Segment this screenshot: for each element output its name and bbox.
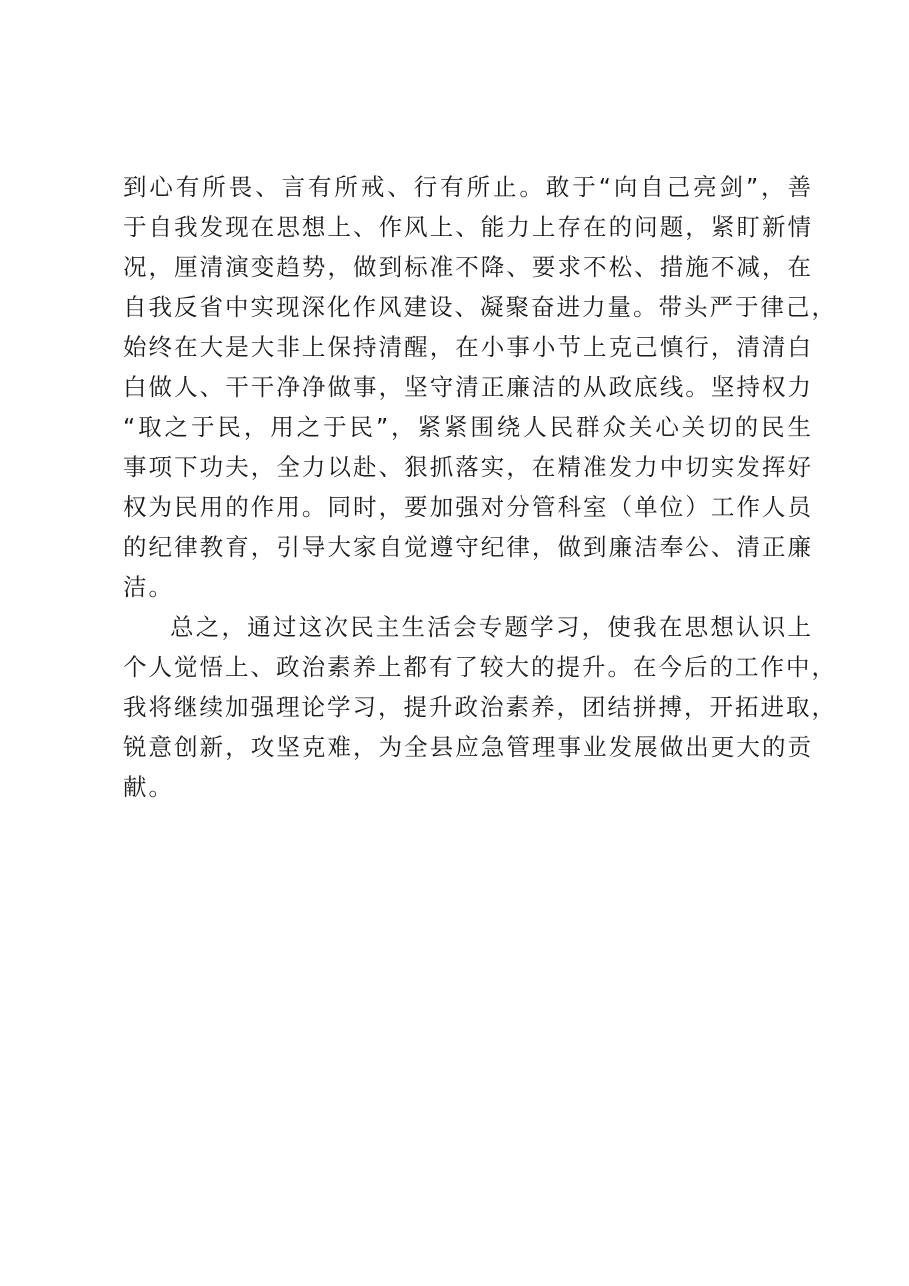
text-line: 自我反省中实现深化作风建设、凝聚奋进力量。带头严于律己， [123,293,837,321]
paragraph-1 [123,167,837,607]
text-line: 的纪律教育，引导大家自觉遵守纪律，做到廉洁奉公、清正廉 [123,533,813,561]
text-line: 到心有所畏、言有所戒、行有所止。敢于“向自己亮剑”，善 [123,173,813,201]
text-line: 洁。 [123,573,174,601]
text-line: 锐意创新，攻坚克难，为全县应急管理事业发展做出更大的贡 [123,733,813,761]
text-line: 事项下功夫，全力以赴、狠抓落实，在精准发力中切实发挥好 [123,453,813,481]
paragraph-2 [123,607,837,807]
body-text [123,167,837,807]
text-line: 献。 [123,773,174,801]
text-line: 况，厘清演变趋势，做到标准不降、要求不松、措施不减，在 [123,253,813,281]
text-line: 我将继续加强理论学习，提升政治素养，团结拼搏，开拓进取， [123,693,837,721]
text-line: 白做人、干干净净做事，坚守清正廉洁的从政底线。坚持权力 [123,373,813,401]
text-line: “取之于民，用之于民”，紧紧围绕人民群众关心关切的民生 [123,413,813,441]
text-line: 始终在大是大非上保持清醒，在小事小节上克己慎行，清清白 [123,333,813,361]
text-line: 于自我发现在思想上、作风上、能力上存在的问题，紧盯新情 [123,213,813,241]
text-line: 总之，通过这次民主生活会专题学习，使我在思想认识上 [170,613,813,641]
text-line: 个人觉悟上、政治素养上都有了较大的提升。在今后的工作中， [123,653,837,681]
text-line: 权为民用的作用。同时，要加强对分管科室（单位）工作人员 [123,493,813,521]
